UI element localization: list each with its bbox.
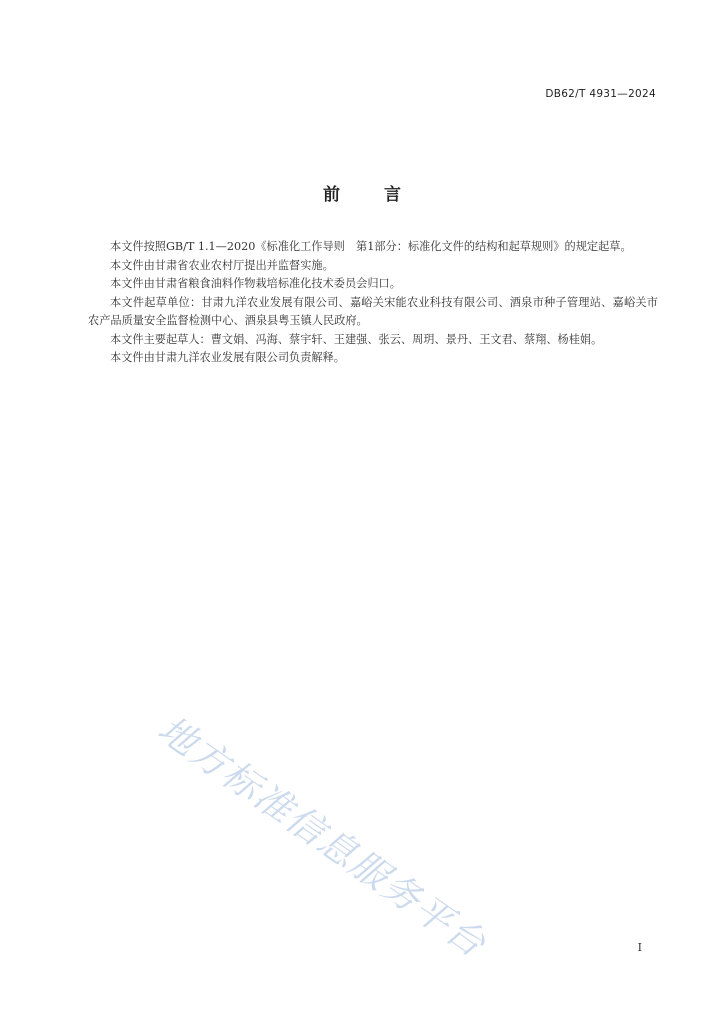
paragraph-drafting-units: 本文件起草单位：甘肃九洋农业发展有限公司、嘉峪关宋能农业科技有限公司、酒泉市种子管理站、嘉峪关市农产品质量安全监督检测中心、酒泉县粤玉镇人民政府。 bbox=[88, 295, 658, 327]
standard-code: DB62/T 4931—2024 bbox=[545, 88, 656, 100]
page-number: I bbox=[637, 941, 642, 954]
watermark: 地方标准信息服务平台 bbox=[150, 707, 495, 967]
paragraph-drafters: 本文件主要起草人：曹文娟、冯海、蔡宇轩、王建强、张云、周玥、景丹、王文君、蔡翔、杨桂娟。 bbox=[110, 332, 603, 346]
paragraph-proposer: 本文件由甘肃省农业农村厅提出并监督实施。 bbox=[110, 258, 334, 272]
foreword-body bbox=[88, 238, 658, 368]
paragraph-centralized-unit: 本文件由甘肃省粮食油料作物栽培标准化技术委员会归口。 bbox=[110, 277, 401, 290]
page-title: 前言 bbox=[323, 185, 445, 205]
paragraph-interpretation: 本文件由甘肃九洋农业发展有限公司负责解释。 bbox=[110, 351, 345, 364]
paragraph-drafting-rules: 本文件按照GB/T 1.1—2020《标准化工作导则 第1部分：标准化文件的结构和起草规则》的规定起草。 bbox=[110, 240, 632, 253]
